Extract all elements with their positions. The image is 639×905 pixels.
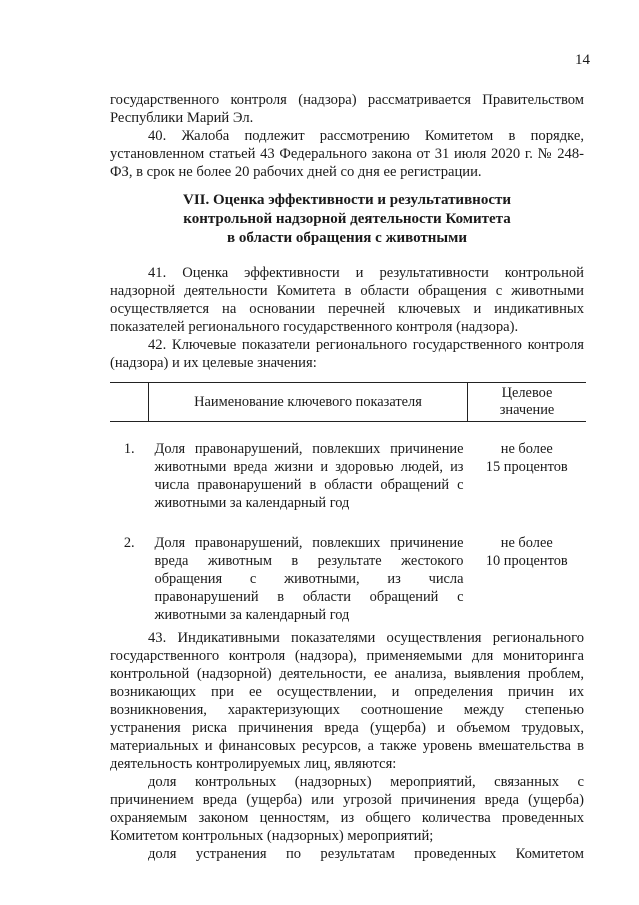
header-number-cell — [110, 383, 149, 422]
row-target-line-1: не более — [500, 535, 553, 551]
row-target-line-2: 10 процентов — [485, 553, 568, 569]
table-row — [110, 422, 586, 513]
table-row — [110, 512, 586, 624]
row-target-value — [468, 422, 587, 513]
paragraph-indicator-1: доля контрольных (надзорных) мероприятий, связанных с причинением вреда (ущерба) или угрозой причинения вреда (ущерба) охраняемым законом ценностям, из общего количества проведенных Комитетом контрольных (надзорных) мероприятий; — [110, 774, 584, 844]
paragraph-indicator-2: доля устранения по результатам проведенных Комитетом — [148, 846, 584, 862]
paragraph-43: 43. Индикативными показателями осуществления регионального государственного контроля (надзора), применяемыми для мониторинга контрольной (надзорной) деятельности, ее анализа, выявления проблем, возникающих при ее осуществлении, и определения причин их возникновения, характеризующих соотношение между степенью устранения риска причинения вреда (ущерба) и объемом трудовых, материальных и финансовых ресурсов, а также уровень вмешательства в деятельность контролируемых лиц, являются: — [110, 630, 584, 772]
header-target-value — [468, 383, 587, 422]
section-heading-line-3: в области обращения с животными — [227, 230, 467, 246]
row-target-line-1: не более — [500, 441, 553, 457]
table-header-row — [110, 383, 586, 422]
paragraph-42: 42. Ключевые показатели регионального государственного контроля (надзора) и их целевые значения: — [110, 337, 584, 371]
row-number: 2. — [123, 535, 135, 551]
section-heading — [110, 191, 584, 248]
header-target-line-1: Целевое — [501, 385, 553, 401]
key-indicators-table — [110, 382, 586, 624]
row-number: 1. — [123, 441, 135, 457]
page-number: 14 — [575, 52, 590, 68]
mid-text-block — [110, 264, 584, 372]
bottom-text-block — [110, 629, 584, 863]
section-heading-line-1: VII. Оценка эффективности и результативности — [182, 192, 511, 208]
row-indicator-name: Доля правонарушений, повлекших причинение животными вреда жизни и здоровью людей, из числа правонарушений в области обращений с животными за календарный год — [154, 441, 464, 511]
header-target-line-2: значение — [499, 402, 555, 418]
top-text-block — [110, 91, 584, 181]
paragraph-continuation: государственного контроля (надзора) рассматривается Правительством Республики Марий Эл. — [110, 92, 584, 126]
header-indicator-name: Наименование ключевого показателя — [149, 383, 468, 422]
paragraph-40: 40. Жалоба подлежит рассмотрению Комитетом в порядке, установленном статьей 43 Федерального закона от 31 июля 2020 г. № 248-ФЗ, в срок не более 20 рабочих дней со дня ее регистрации. — [110, 128, 584, 180]
paragraph-41: 41. Оценка эффективности и результативности контрольной надзорной деятельности Комитета в области обращения с животными осуществляется на основании перечней ключевых и индикативных показателей регионального государственного контроля (надзора). — [110, 265, 584, 335]
section-heading-line-2: контрольной надзорной деятельности Комитета — [183, 211, 511, 227]
row-target-value — [468, 512, 587, 624]
row-indicator-name: Доля правонарушений, повлекших причинение вреда животным в результате жестокого обращения с животными, из числа правонарушений в области обращений с животными за календарный год — [154, 535, 464, 623]
row-target-line-2: 15 процентов — [485, 459, 568, 475]
